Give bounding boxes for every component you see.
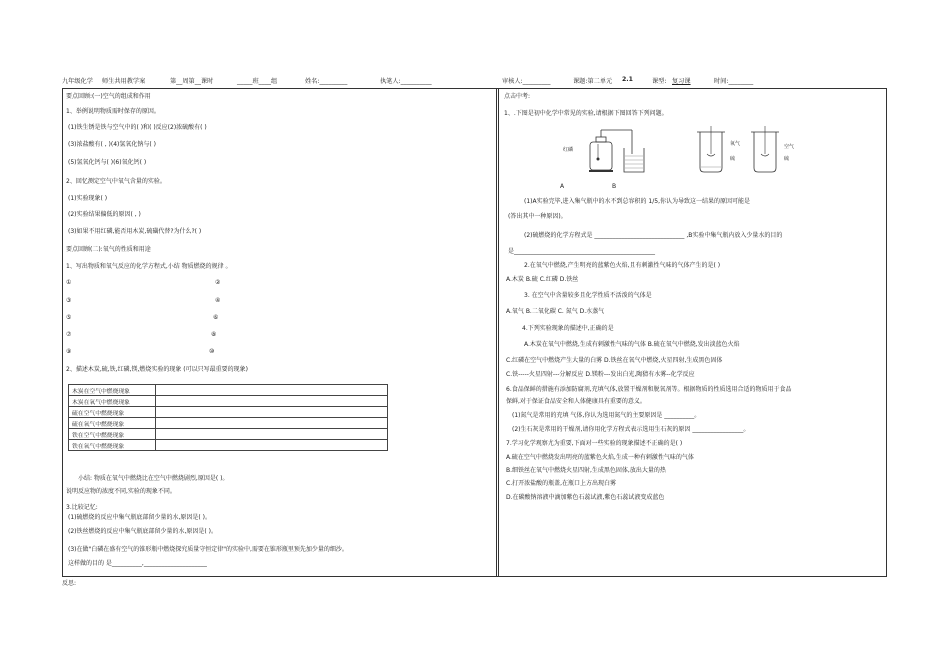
header-lesson-type: 复习课 <box>672 78 691 85</box>
table-row <box>69 407 388 418</box>
table-cell: 木炭在空气中燃烧现象 <box>69 385 156 396</box>
column-divider <box>496 88 499 576</box>
header-name: 姓名:_________ <box>305 78 348 85</box>
circle-7: ⑦ <box>66 331 72 338</box>
right-q1-1: (1)A实验完毕,进入集气瓶中的水不到总容积的 1/5,你认为导致这一结果的原因可能是 <box>524 198 750 205</box>
label-sulfur-1: 硫 <box>730 156 736 162</box>
left-q3-line3: (3)在做"白磷在盛有空气的锥形瓶中燃烧探究质量守恒定律"的实验中,需要在锥形瓶里预先加少量的细沙。 <box>68 546 348 553</box>
circle-5: ⑤ <box>66 314 72 321</box>
right-q6: 6.食品保鲜的措施有添加防腐剂,充填气体,放置干燥剂和脱氧剂等。根据物质的性质选用合适的物质用于食品 <box>506 386 792 393</box>
label-sulfur-2: 硫 <box>784 156 790 162</box>
table-cell: 硫在氧气中燃烧现象 <box>69 418 156 429</box>
header-writer: 执笔人:__________ <box>380 78 432 85</box>
left-q1-line1: (1)铁生锈是铁与空气中的( )和( )反应(2)浓硫酸有( ) <box>68 124 207 131</box>
right-q2-options: A.木炭 B.硫 C.红磷 D.铁丝 <box>506 276 579 283</box>
table-row <box>69 440 388 451</box>
header-lesson-type-label: 课型: <box>652 78 667 85</box>
header-topic-num: 2.1 <box>622 76 633 83</box>
left-q3-line4: 这样做的目的 是__________,_____________________ <box>68 560 207 567</box>
right-q7-d: D.在碳酸钠溶液中滴加紫色石蕊试液,紫色石蕊试液变成蓝色 <box>506 494 665 501</box>
right-q6-2: (2)生石灰是常用的干燥剂,请你用化学方程式表示选用生石灰的原因 _________________。 <box>512 426 750 433</box>
label-air: 空气 <box>784 144 795 150</box>
circle-3: ③ <box>66 297 72 304</box>
apparatus-figure <box>540 120 800 190</box>
circle-4: ④ <box>215 297 221 304</box>
label-hongling: 红磷 <box>563 147 574 153</box>
left-s2-q2: 2、描述木炭,硫,铁,红磷,镁,燃烧实验的现象 (可以只写最重要的现象) <box>66 366 248 373</box>
header-reviewer: 审核人:_________ <box>502 78 551 85</box>
jar-air-icon <box>751 126 779 172</box>
flask-a-icon <box>589 130 632 172</box>
table-cell: 硫在空气中燃烧现象 <box>69 407 156 418</box>
circle-9: ⑨ <box>66 348 72 355</box>
right-q1-2: (2)硫燃烧的化学方程式是 ______________________________ ,B实验中集气瓶内放入少量水的目的 <box>524 232 783 239</box>
right-q7-a: A.硫在空气中燃烧发出明亮的蓝紫色火焰,生成一种有刺激性气味的气体 <box>506 454 694 461</box>
label-b: B <box>612 183 617 190</box>
header-topic-label: 课题:第二单元 <box>573 78 613 85</box>
header-type: 师生共用教学案 <box>102 78 146 85</box>
right-q4: 4.下列实验现象的描述中,正确的是 <box>522 325 614 332</box>
right-q6b: 保鲜,对于保证食品安全和人体健康具有重要的意义。 <box>506 398 646 405</box>
left-section-1-title: 要点回顾:(一)空气的组成和作用 <box>66 93 151 100</box>
header-class: _____班____组 <box>237 78 278 85</box>
page-header <box>62 76 902 86</box>
left-q3: 3.比较记忆: <box>66 504 98 511</box>
circle-8: ⑧ <box>211 331 217 338</box>
left-section-2-title: 要点回顾(二):氧气的性质和用途 <box>66 246 151 253</box>
left-q2-line1: (1)实验现象( ) <box>68 195 108 202</box>
right-q1-2b: 是_______________________________________________ <box>508 248 656 255</box>
right-q6-1: (1)氮气是常用的充填 气体,你认为选用氮气的主要原因是 __________。 <box>512 412 701 419</box>
circle-2: ② <box>215 279 221 286</box>
right-q4-cd: C.红磷在空气中燃烧产生大量的白雾 D.铁丝在氧气中燃烧,火星四射,生成黑色固体 <box>506 357 723 364</box>
left-s2-q1: 1、写出物质和氧气反应的化学方程式,小结 物质燃烧的规律 。 <box>66 263 232 270</box>
right-title: 点击中考: <box>504 93 531 100</box>
right-q7-c: C.打开浓盐酸的瓶盖,在瓶口上方出现白雾 <box>506 480 617 487</box>
left-q2: 2、回忆测定空气中氧气含量的实验。 <box>66 178 166 185</box>
right-q1: 1、.下图是初中化学中常见的实验,请根据下图回答下列问题。 <box>504 110 668 117</box>
label-a: A <box>560 183 565 190</box>
header-time: 时间:________ <box>714 78 754 85</box>
table-row <box>69 396 388 407</box>
left-q3-line1: (1)硫燃烧的反应中集气瓶底部留少量的水,原因是( )。 <box>68 514 211 521</box>
reflection-label: 反思: <box>62 580 77 587</box>
header-week: 第__周第__课时 <box>170 78 214 85</box>
combustion-table <box>68 384 388 451</box>
left-q2-line2: (2)实验结果偏低的原因( , ) <box>68 211 141 218</box>
right-q4-ab: A.木炭在氧气中燃烧,生成有刺激性气味的气体 B.硫在氧气中燃烧,发出淡蓝色火焰 <box>524 341 740 348</box>
table-cell: 铁在空气中燃烧现象 <box>69 429 156 440</box>
right-q5-cd: C.铁-----火星四射---分解反应 D.镁粉---发出白光,陶猜有水雾--化学反应 <box>506 371 695 378</box>
left-summary: 小结: 物质在氧气中燃烧比在空气中燃烧剧烈,原因是( )。 <box>78 475 229 482</box>
table-cell: 木炭在氧气中燃烧现象 <box>69 396 156 407</box>
beaker-icon <box>624 148 644 172</box>
table-row <box>69 385 388 396</box>
right-q3-options: A.氧气 B.二氧化碳 C. 氮气 D.水蒸气 <box>506 308 605 315</box>
table-cell: 铁在氧气中燃烧现象 <box>69 440 156 451</box>
left-q1: 1、举例说明物质需时保存的原因。 <box>66 108 160 115</box>
right-q1-1b: (答出其中一种原因)。 <box>508 213 567 220</box>
left-q1-line2: (3)浓盐酸有( , )(4)氢氧化钠与( ) <box>68 141 156 148</box>
label-oxygen: 氧气 <box>730 141 741 147</box>
table-row <box>69 418 388 429</box>
left-q3-line2: (2)铁丝燃烧的反应中集气瓶底部留少量的水,原因是( )。 <box>68 528 217 535</box>
right-q7-b: B.细铁丝在氧气中燃烧火星四射,生成黑色固体,放出大量的热 <box>506 467 666 474</box>
circle-10: ⑩ <box>209 348 215 355</box>
jar-oxygen-icon <box>697 126 725 172</box>
right-q7: 7.学习化学观察尤为重要,下面对一些实验的现象描述不正确的是( ) <box>506 440 683 447</box>
header-grade: 九年级化学 <box>62 78 93 85</box>
left-q2-line3: (3)如果不用红磷,能否用木炭,硫磺代替?为什么?( ) <box>68 228 202 235</box>
right-q2: 2.在氧气中燃烧,产生明亮的蓝紫色火焰,且有刺激性气味的气体产生的是( ) <box>524 262 721 269</box>
circle-1: ① <box>66 279 72 286</box>
left-summary-2: 说明反应物的浓度不同,实验的现象不同。 <box>66 488 176 495</box>
circle-6: ⑥ <box>213 314 219 321</box>
left-q1-line3: (5)氢氧化钙与( )(6)氧化钙( ) <box>68 159 147 166</box>
right-q3: 3. 在空气中含量较多且化学性质不活泼的气体是 <box>524 292 652 299</box>
table-row <box>69 429 388 440</box>
